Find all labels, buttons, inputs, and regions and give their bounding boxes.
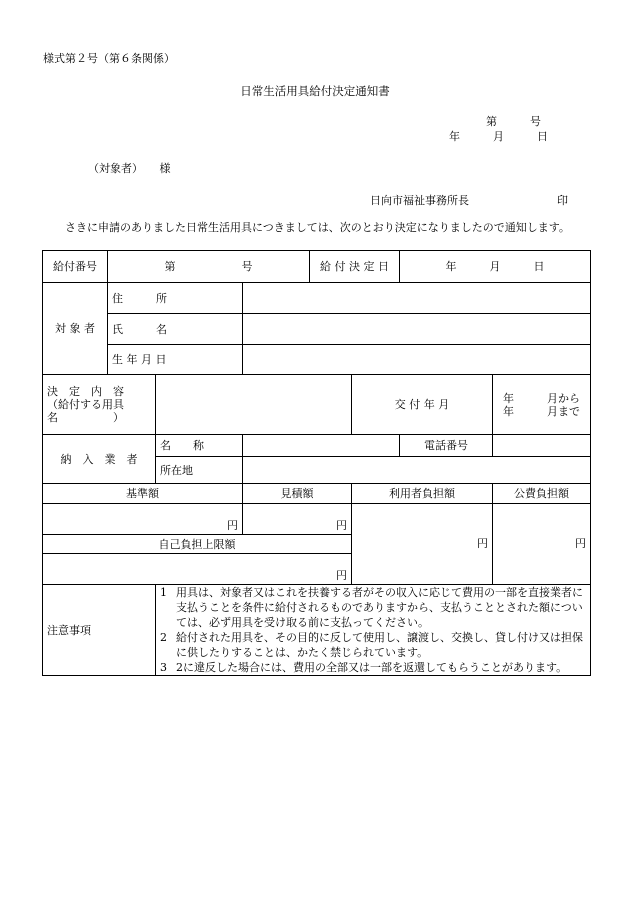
col-estimate: 見積額: [243, 484, 352, 504]
vendor-name-label: 名 称: [156, 435, 243, 457]
vendor-label: 納 入 業 者: [43, 435, 156, 484]
birthdate-field[interactable]: [243, 345, 591, 375]
user-burden-yen: 円: [352, 504, 493, 585]
decision-date-value: 年 月 日: [400, 251, 591, 283]
table-row: [43, 314, 591, 345]
table-row: [43, 345, 591, 375]
delivery-period-label: 交 付 年 月: [352, 375, 493, 435]
name-field[interactable]: [243, 314, 591, 345]
delivery-period-value: [493, 375, 591, 435]
note-number: 3: [160, 661, 167, 674]
intro-text: さきに申請のありました日常生活用具につきましては、次のとおり決定になりましたので通知します。: [65, 221, 570, 234]
col-user-burden: 利用者負担額: [352, 484, 493, 504]
period-to: 年 月まで: [503, 404, 581, 418]
decision-date-label: 給 付 決 定 日: [310, 251, 400, 283]
name-label: 氏 名: [108, 314, 243, 345]
address-label: 住 所: [108, 283, 243, 314]
document-title: 日常生活用具給付決定通知書: [240, 84, 390, 98]
public-burden-yen: 円: [493, 504, 591, 585]
table-row: [43, 484, 591, 504]
table-row: [43, 251, 591, 283]
notes-label: 注意事項: [43, 585, 156, 676]
decision-content-label-line2: （給付する用具名 ）: [47, 398, 124, 424]
table-row: [43, 283, 591, 314]
table-row: [43, 375, 591, 435]
vendor-location-label: 所在地: [156, 457, 243, 484]
form-number: 様式第２号（第６条関係）: [43, 52, 175, 65]
reference-number: 第 号: [486, 115, 541, 128]
self-limit-yen: 円: [43, 554, 352, 585]
list-item: [160, 585, 586, 630]
note-text: 用具は、対象者又はこれを扶養する者がその収入に応じて費用の一部を直接業者に支払うことを条件に給付されるものでありますから、支払うこととされた額については、必ず用具を受け取る前に支払ってください。: [176, 586, 583, 629]
decision-content-label-line1: 決 定 内 容: [47, 385, 124, 398]
decision-content-field[interactable]: [156, 375, 352, 435]
period-from: 年 月から: [503, 391, 581, 405]
issuer-line: 日向市福祉事務所長 印: [370, 194, 568, 207]
estimate-yen: 円: [243, 504, 352, 535]
grant-number-label: 給付番号: [43, 251, 108, 283]
note-text: 給付された用具を、その目的に反して使用し、譲渡し、交換し、貸し付け又は担保に供したりすることは、かたく禁じられています。: [176, 631, 583, 659]
list-item: [160, 660, 586, 675]
address-field[interactable]: [243, 283, 591, 314]
self-limit-label: 自己負担上限額: [43, 535, 352, 554]
vendor-phone-label: 電話番号: [400, 435, 493, 457]
decision-form-table: [42, 250, 591, 676]
notes-content: [156, 585, 591, 676]
notes-list: [160, 585, 586, 675]
recipient-line: （対象者） 様: [88, 162, 171, 175]
col-public-burden: 公費負担額: [493, 484, 591, 504]
note-number: 1: [160, 586, 167, 599]
vendor-name-field[interactable]: [243, 435, 400, 457]
vendor-location-field[interactable]: [243, 457, 591, 484]
birthdate-label: 生 年 月 日: [108, 345, 243, 375]
note-text: 2に違反した場合には、費用の全部又は一部を返還してもらうことがあります。: [176, 661, 568, 674]
col-base-amount: 基準額: [43, 484, 243, 504]
base-amount-yen: 円: [43, 504, 243, 535]
decision-content-label: [43, 375, 156, 435]
table-row: [43, 504, 591, 535]
subject-label: 対 象 者: [43, 283, 108, 375]
grant-number-value: 第 号: [108, 251, 310, 283]
table-row: [43, 585, 591, 676]
note-number: 2: [160, 631, 167, 644]
table-row: [43, 435, 591, 457]
list-item: [160, 630, 586, 660]
vendor-phone-field[interactable]: [493, 435, 591, 457]
reference-date: 年 月 日: [449, 130, 548, 143]
